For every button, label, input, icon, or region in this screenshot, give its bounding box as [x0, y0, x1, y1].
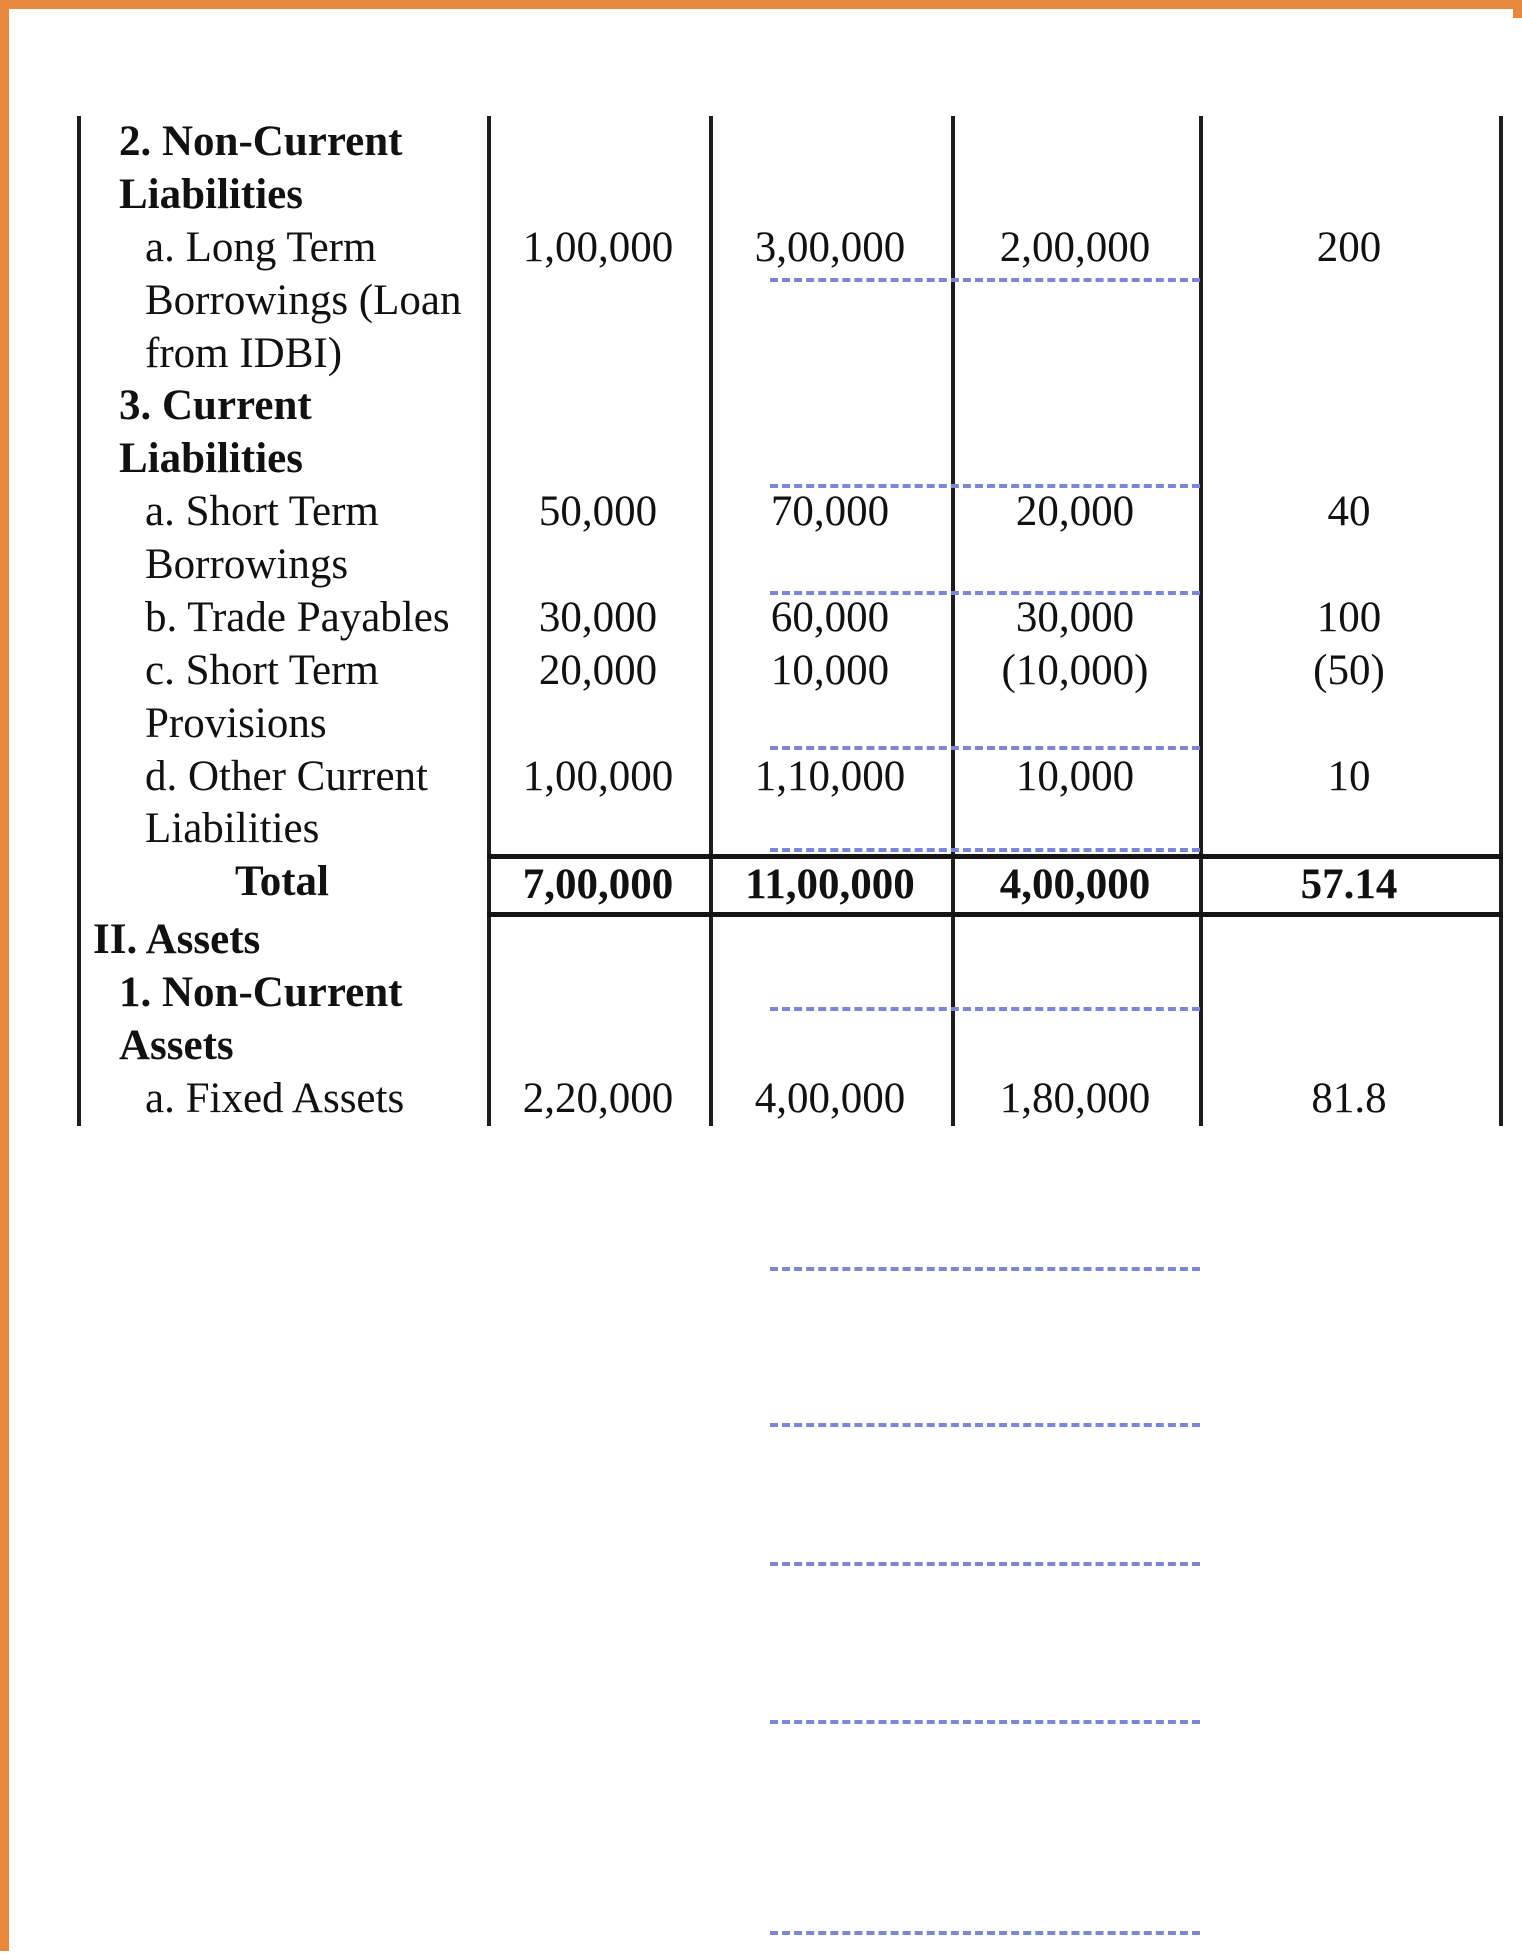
table-row: [79, 751, 1501, 857]
table-row: [79, 116, 1501, 222]
cell-current-year: [711, 967, 953, 1073]
dashed-guide-line: [770, 1562, 1200, 1566]
table-row: [79, 380, 1501, 486]
row-label: II. Assets: [93, 916, 261, 964]
cell-previous-year: 30,000: [489, 592, 711, 645]
page-canvas: [18, 18, 1522, 1960]
row-label-cell: [79, 486, 489, 592]
cell-absolute-change: [953, 914, 1201, 967]
row-label-cell: [79, 645, 489, 751]
cell-absolute-change: (10,000): [953, 645, 1201, 751]
cell-absolute-change: 30,000: [953, 592, 1201, 645]
cell-previous-year: 7,00,000: [489, 856, 711, 914]
cell-previous-year: 50,000: [489, 486, 711, 592]
cell-current-year: 1,10,000: [711, 751, 953, 857]
dashed-guide-line: [770, 591, 1200, 595]
cell-previous-year: [489, 914, 711, 967]
row-label-cell: [79, 856, 489, 914]
cell-previous-year: [489, 380, 711, 486]
cell-percentage-change: 40: [1201, 486, 1501, 592]
row-label-cell: [79, 592, 489, 645]
row-label: c. Short Term Provisions: [145, 646, 379, 747]
cell-percentage-change: 100: [1201, 592, 1501, 645]
cell-absolute-change: [953, 380, 1201, 486]
cell-absolute-change: [953, 967, 1201, 1073]
row-label-cell: [79, 116, 489, 222]
cell-absolute-change: 20,000: [953, 486, 1201, 592]
cell-percentage-change: 81.8: [1201, 1073, 1501, 1126]
row-label-cell: [79, 380, 489, 486]
cell-current-year: 3,00,000: [711, 222, 953, 381]
cell-current-year: 11,00,000: [711, 856, 953, 914]
dashed-guide-line: [770, 278, 1200, 282]
row-label: a. Long Term Borrowings (Loan from IDBI): [145, 223, 462, 377]
cell-absolute-change: [953, 116, 1201, 222]
cell-current-year: [711, 914, 953, 967]
dashed-guide-line: [770, 1267, 1200, 1271]
row-label: 3. Current Liabilities: [119, 382, 312, 483]
row-label-cell: [79, 222, 489, 381]
row-label: a. Fixed Assets: [145, 1074, 405, 1122]
cell-current-year: 4,00,000: [711, 1073, 953, 1126]
dashed-guide-line: [770, 1720, 1200, 1724]
comparative-balance-sheet-table: [77, 116, 1503, 1126]
dashed-guide-line: [770, 484, 1200, 488]
row-label-cell: [79, 1073, 489, 1126]
cell-previous-year: [489, 967, 711, 1073]
row-label: b. Trade Payables: [145, 593, 450, 641]
cell-previous-year: 1,00,000: [489, 222, 711, 381]
cell-previous-year: 20,000: [489, 645, 711, 751]
table-row: [79, 914, 1501, 967]
dashed-guide-line: [770, 848, 1200, 852]
cell-percentage-change: 57.14: [1201, 856, 1501, 914]
row-label-cell: [79, 751, 489, 857]
dashed-guide-line: [770, 1007, 1200, 1011]
table-row: [79, 645, 1501, 751]
row-label: 2. Non-Current Liabilities: [119, 118, 403, 218]
cell-percentage-change: 200: [1201, 222, 1501, 381]
row-label: d. Other Current Liabilities: [145, 752, 429, 853]
row-label: 1. Non-Current Assets: [119, 969, 403, 1069]
cell-absolute-change: 4,00,000: [953, 856, 1201, 914]
cell-current-year: [711, 380, 953, 486]
cell-percentage-change: [1201, 914, 1501, 967]
cell-previous-year: [489, 116, 711, 222]
table-body: [79, 116, 1501, 1126]
cell-current-year: [711, 116, 953, 222]
cell-absolute-change: 1,80,000: [953, 1073, 1201, 1126]
table-row: [79, 222, 1501, 381]
cell-percentage-change: [1201, 380, 1501, 486]
row-label-cell: [79, 967, 489, 1073]
cell-current-year: 70,000: [711, 486, 953, 592]
cell-absolute-change: 2,00,000: [953, 222, 1201, 381]
row-label-cell: [79, 914, 489, 967]
table-row: [79, 486, 1501, 592]
cell-percentage-change: (50): [1201, 645, 1501, 751]
cell-absolute-change: 10,000: [953, 751, 1201, 857]
cell-current-year: 10,000: [711, 645, 953, 751]
table-row: [79, 967, 1501, 1073]
cell-percentage-change: [1201, 116, 1501, 222]
cell-previous-year: 2,20,000: [489, 1073, 711, 1126]
dashed-guide-line: [770, 746, 1200, 750]
dashed-guide-line: [770, 1931, 1200, 1935]
table-row: [79, 592, 1501, 645]
dashed-guide-line: [770, 1423, 1200, 1427]
cell-percentage-change: 10: [1201, 751, 1501, 857]
cell-previous-year: 1,00,000: [489, 751, 711, 857]
cell-current-year: 60,000: [711, 592, 953, 645]
table-row-total: [79, 856, 1501, 914]
cell-percentage-change: [1201, 967, 1501, 1073]
row-label: a. Short Term Borrowings: [145, 488, 379, 588]
row-label: Total: [235, 858, 329, 906]
table-row: [79, 1073, 1501, 1126]
